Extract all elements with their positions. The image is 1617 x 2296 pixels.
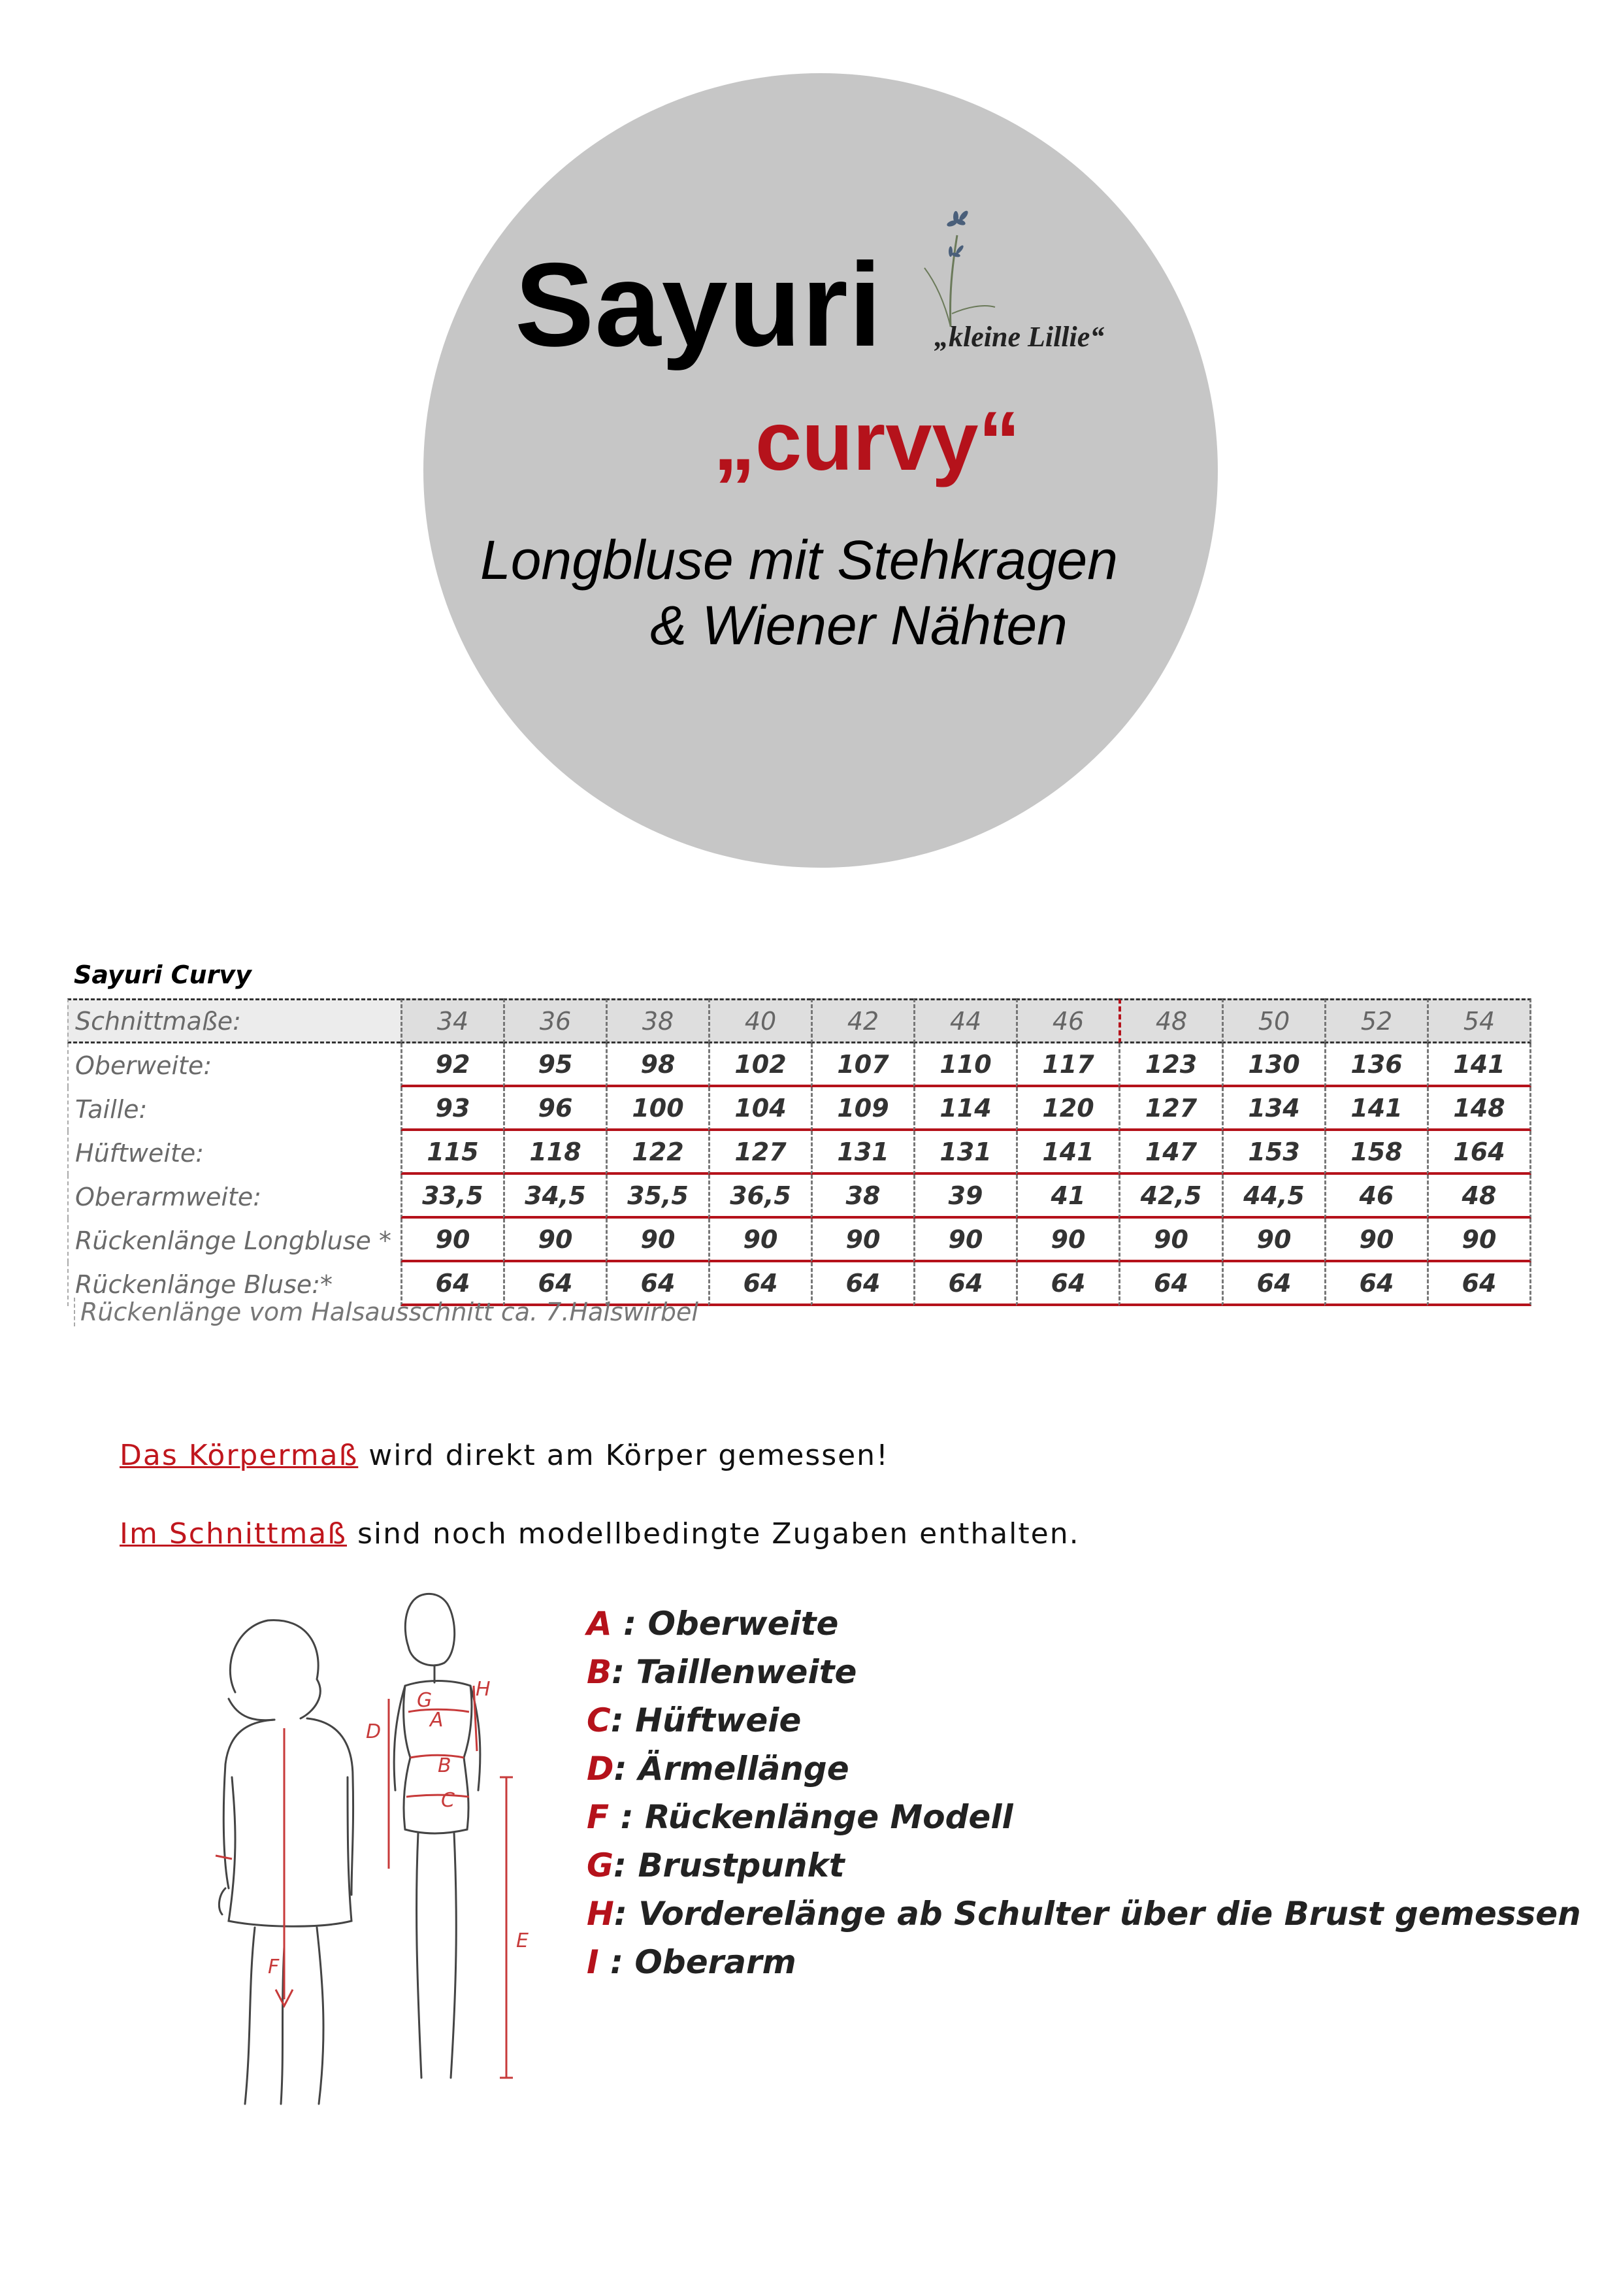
- value-cell: 33,5: [400, 1175, 503, 1219]
- value-cell: 39: [913, 1175, 1016, 1219]
- table-note: Rückenlänge vom Halsausschnitt ca. 7.Halswirbel: [74, 1298, 698, 1326]
- figure-label: F: [268, 1956, 280, 1978]
- legend-item: [587, 1938, 1581, 1986]
- figure-label: H: [476, 1678, 491, 1701]
- value-cell: 35,5: [606, 1175, 708, 1219]
- value-cell: 127: [1119, 1087, 1222, 1131]
- note-pattern-measure: [120, 1517, 1080, 1550]
- row-label: Rückenlänge Longbluse *: [67, 1219, 400, 1262]
- value-cell: 64: [1324, 1262, 1427, 1306]
- value-cell: 90: [1324, 1219, 1427, 1262]
- measurement-illustration: [176, 1581, 542, 2169]
- value-cell: 64: [400, 1262, 503, 1306]
- legend-item: [587, 1890, 1581, 1938]
- value-cell: 136: [1324, 1043, 1427, 1087]
- legend-key: F: [587, 1798, 610, 1836]
- legend-text: : Brustpunkt: [613, 1846, 845, 1884]
- table-row: [67, 1087, 1531, 1131]
- legend-item: [587, 1648, 1581, 1696]
- value-cell: 141: [1324, 1087, 1427, 1131]
- legend-key: B: [587, 1653, 612, 1691]
- value-cell: 134: [1222, 1087, 1324, 1131]
- value-cell: 48: [1427, 1175, 1531, 1219]
- legend-item: [587, 1696, 1581, 1745]
- value-cell: 95: [503, 1043, 606, 1087]
- legend-item: [587, 1841, 1581, 1890]
- figure-label: A: [430, 1709, 444, 1731]
- value-cell: 114: [913, 1087, 1016, 1131]
- legend-text: : Oberarm: [598, 1943, 796, 1981]
- table-row: [67, 1131, 1531, 1175]
- size-header-cell: 42: [811, 998, 913, 1043]
- value-cell: 64: [811, 1262, 913, 1306]
- value-cell: 127: [708, 1131, 811, 1175]
- value-cell: 64: [1427, 1262, 1531, 1306]
- size-header-cell: 48: [1119, 998, 1222, 1043]
- table-row: [67, 1219, 1531, 1262]
- legend-text: : Rückenlänge Modell: [609, 1798, 1013, 1836]
- figure-label: C: [441, 1789, 455, 1812]
- value-cell: 90: [1222, 1219, 1324, 1262]
- legend-text: : Oberweite: [612, 1605, 839, 1643]
- note-text: sind noch modellbedingte Zugaben enthalten.: [347, 1517, 1080, 1550]
- size-header-cell: 34: [400, 998, 503, 1043]
- row-label: Taille:: [67, 1087, 400, 1131]
- note-text: wird direkt am Körper gemessen!: [358, 1439, 889, 1472]
- value-cell: 64: [1016, 1262, 1119, 1306]
- value-cell: 131: [811, 1131, 913, 1175]
- legend-text: : Ärmellänge: [613, 1750, 849, 1788]
- value-cell: 42,5: [1119, 1175, 1222, 1219]
- legend-key: I: [587, 1943, 599, 1981]
- legend-text: : Vorderelänge ab Schulter über die Brust gemessen: [613, 1895, 1581, 1933]
- legend-text: : Hüftweie: [610, 1701, 802, 1739]
- size-table: [67, 998, 1531, 1306]
- row-label: Oberweite:: [67, 1043, 400, 1087]
- size-header-cell: 52: [1324, 998, 1427, 1043]
- header-label: Schnittmaße:: [67, 998, 400, 1043]
- measurement-legend: [587, 1599, 1581, 1986]
- value-cell: 130: [1222, 1043, 1324, 1087]
- size-header-cell: 50: [1222, 998, 1324, 1043]
- value-cell: 104: [708, 1087, 811, 1131]
- value-cell: 64: [503, 1262, 606, 1306]
- flower-icon: [905, 196, 996, 333]
- brand-name: Sayuri: [515, 238, 883, 371]
- table-header-row: [67, 998, 1531, 1043]
- legend-key: A: [587, 1605, 612, 1643]
- legend-key: D: [587, 1750, 614, 1788]
- legend-key: C: [587, 1701, 611, 1739]
- value-cell: 131: [913, 1131, 1016, 1175]
- value-cell: 107: [811, 1043, 913, 1087]
- value-cell: 38: [811, 1175, 913, 1219]
- value-cell: 36,5: [708, 1175, 811, 1219]
- value-cell: 96: [503, 1087, 606, 1131]
- value-cell: 153: [1222, 1131, 1324, 1175]
- value-cell: 147: [1119, 1131, 1222, 1175]
- note-body-measure: [120, 1439, 889, 1472]
- value-cell: 123: [1119, 1043, 1222, 1087]
- legend-text: : Taillenweite: [612, 1653, 857, 1691]
- value-cell: 98: [606, 1043, 708, 1087]
- legend-key: H: [587, 1895, 614, 1933]
- size-header-cell: 38: [606, 998, 708, 1043]
- variant-title: „curvy“: [713, 395, 1021, 488]
- size-header-cell: 54: [1427, 998, 1531, 1043]
- row-label: Rückenlänge Bluse:*: [67, 1262, 400, 1306]
- subtitle-line-1: Longbluse mit Stehkragen: [480, 529, 1118, 591]
- figure-label: E: [516, 1929, 529, 1952]
- value-cell: 117: [1016, 1043, 1119, 1087]
- value-cell: 90: [606, 1219, 708, 1262]
- figure-label: D: [366, 1720, 382, 1743]
- value-cell: 93: [400, 1087, 503, 1131]
- value-cell: 90: [503, 1219, 606, 1262]
- value-cell: 141: [1016, 1131, 1119, 1175]
- value-cell: 148: [1427, 1087, 1531, 1131]
- value-cell: 102: [708, 1043, 811, 1087]
- value-cell: 92: [400, 1043, 503, 1087]
- value-cell: 109: [811, 1087, 913, 1131]
- size-header-cell: 36: [503, 998, 606, 1043]
- value-cell: 90: [708, 1219, 811, 1262]
- row-label: Oberarmweite:: [67, 1175, 400, 1219]
- size-header-cell: 44: [913, 998, 1016, 1043]
- value-cell: 41: [1016, 1175, 1119, 1219]
- value-cell: 90: [1119, 1219, 1222, 1262]
- brand-tagline: „kleine Lillie“: [934, 321, 1105, 353]
- value-cell: 64: [913, 1262, 1016, 1306]
- value-cell: 64: [708, 1262, 811, 1306]
- table-title: Sayuri Curvy: [74, 960, 252, 989]
- figure-label: B: [438, 1754, 451, 1777]
- value-cell: 34,5: [503, 1175, 606, 1219]
- value-cell: 118: [503, 1131, 606, 1175]
- value-cell: 164: [1427, 1131, 1531, 1175]
- value-cell: 64: [1119, 1262, 1222, 1306]
- row-label: Hüftweite:: [67, 1131, 400, 1175]
- legend-item: [587, 1599, 1581, 1648]
- value-cell: 122: [606, 1131, 708, 1175]
- value-cell: 158: [1324, 1131, 1427, 1175]
- value-cell: 120: [1016, 1087, 1119, 1131]
- size-header-cell: 40: [708, 998, 811, 1043]
- subtitle-line-2: & Wiener Nähten: [650, 595, 1068, 656]
- value-cell: 46: [1324, 1175, 1427, 1219]
- value-cell: 110: [913, 1043, 1016, 1087]
- table-row: [67, 1043, 1531, 1087]
- value-cell: 44,5: [1222, 1175, 1324, 1219]
- value-cell: 64: [606, 1262, 708, 1306]
- table-row: [67, 1175, 1531, 1219]
- value-cell: 64: [1222, 1262, 1324, 1306]
- value-cell: 90: [1016, 1219, 1119, 1262]
- figure-label: G: [417, 1689, 433, 1712]
- value-cell: 90: [811, 1219, 913, 1262]
- value-cell: 90: [913, 1219, 1016, 1262]
- value-cell: 100: [606, 1087, 708, 1131]
- size-header-cell: 46: [1016, 998, 1119, 1043]
- legend-item: [587, 1745, 1581, 1793]
- value-cell: 90: [400, 1219, 503, 1262]
- value-cell: 115: [400, 1131, 503, 1175]
- value-cell: 90: [1427, 1219, 1531, 1262]
- value-cell: 141: [1427, 1043, 1531, 1087]
- note-highlight: Im Schnittmaß: [120, 1517, 347, 1550]
- legend-item: [587, 1793, 1581, 1841]
- legend-key: G: [587, 1846, 614, 1884]
- note-highlight: Das Körpermaß: [120, 1439, 359, 1472]
